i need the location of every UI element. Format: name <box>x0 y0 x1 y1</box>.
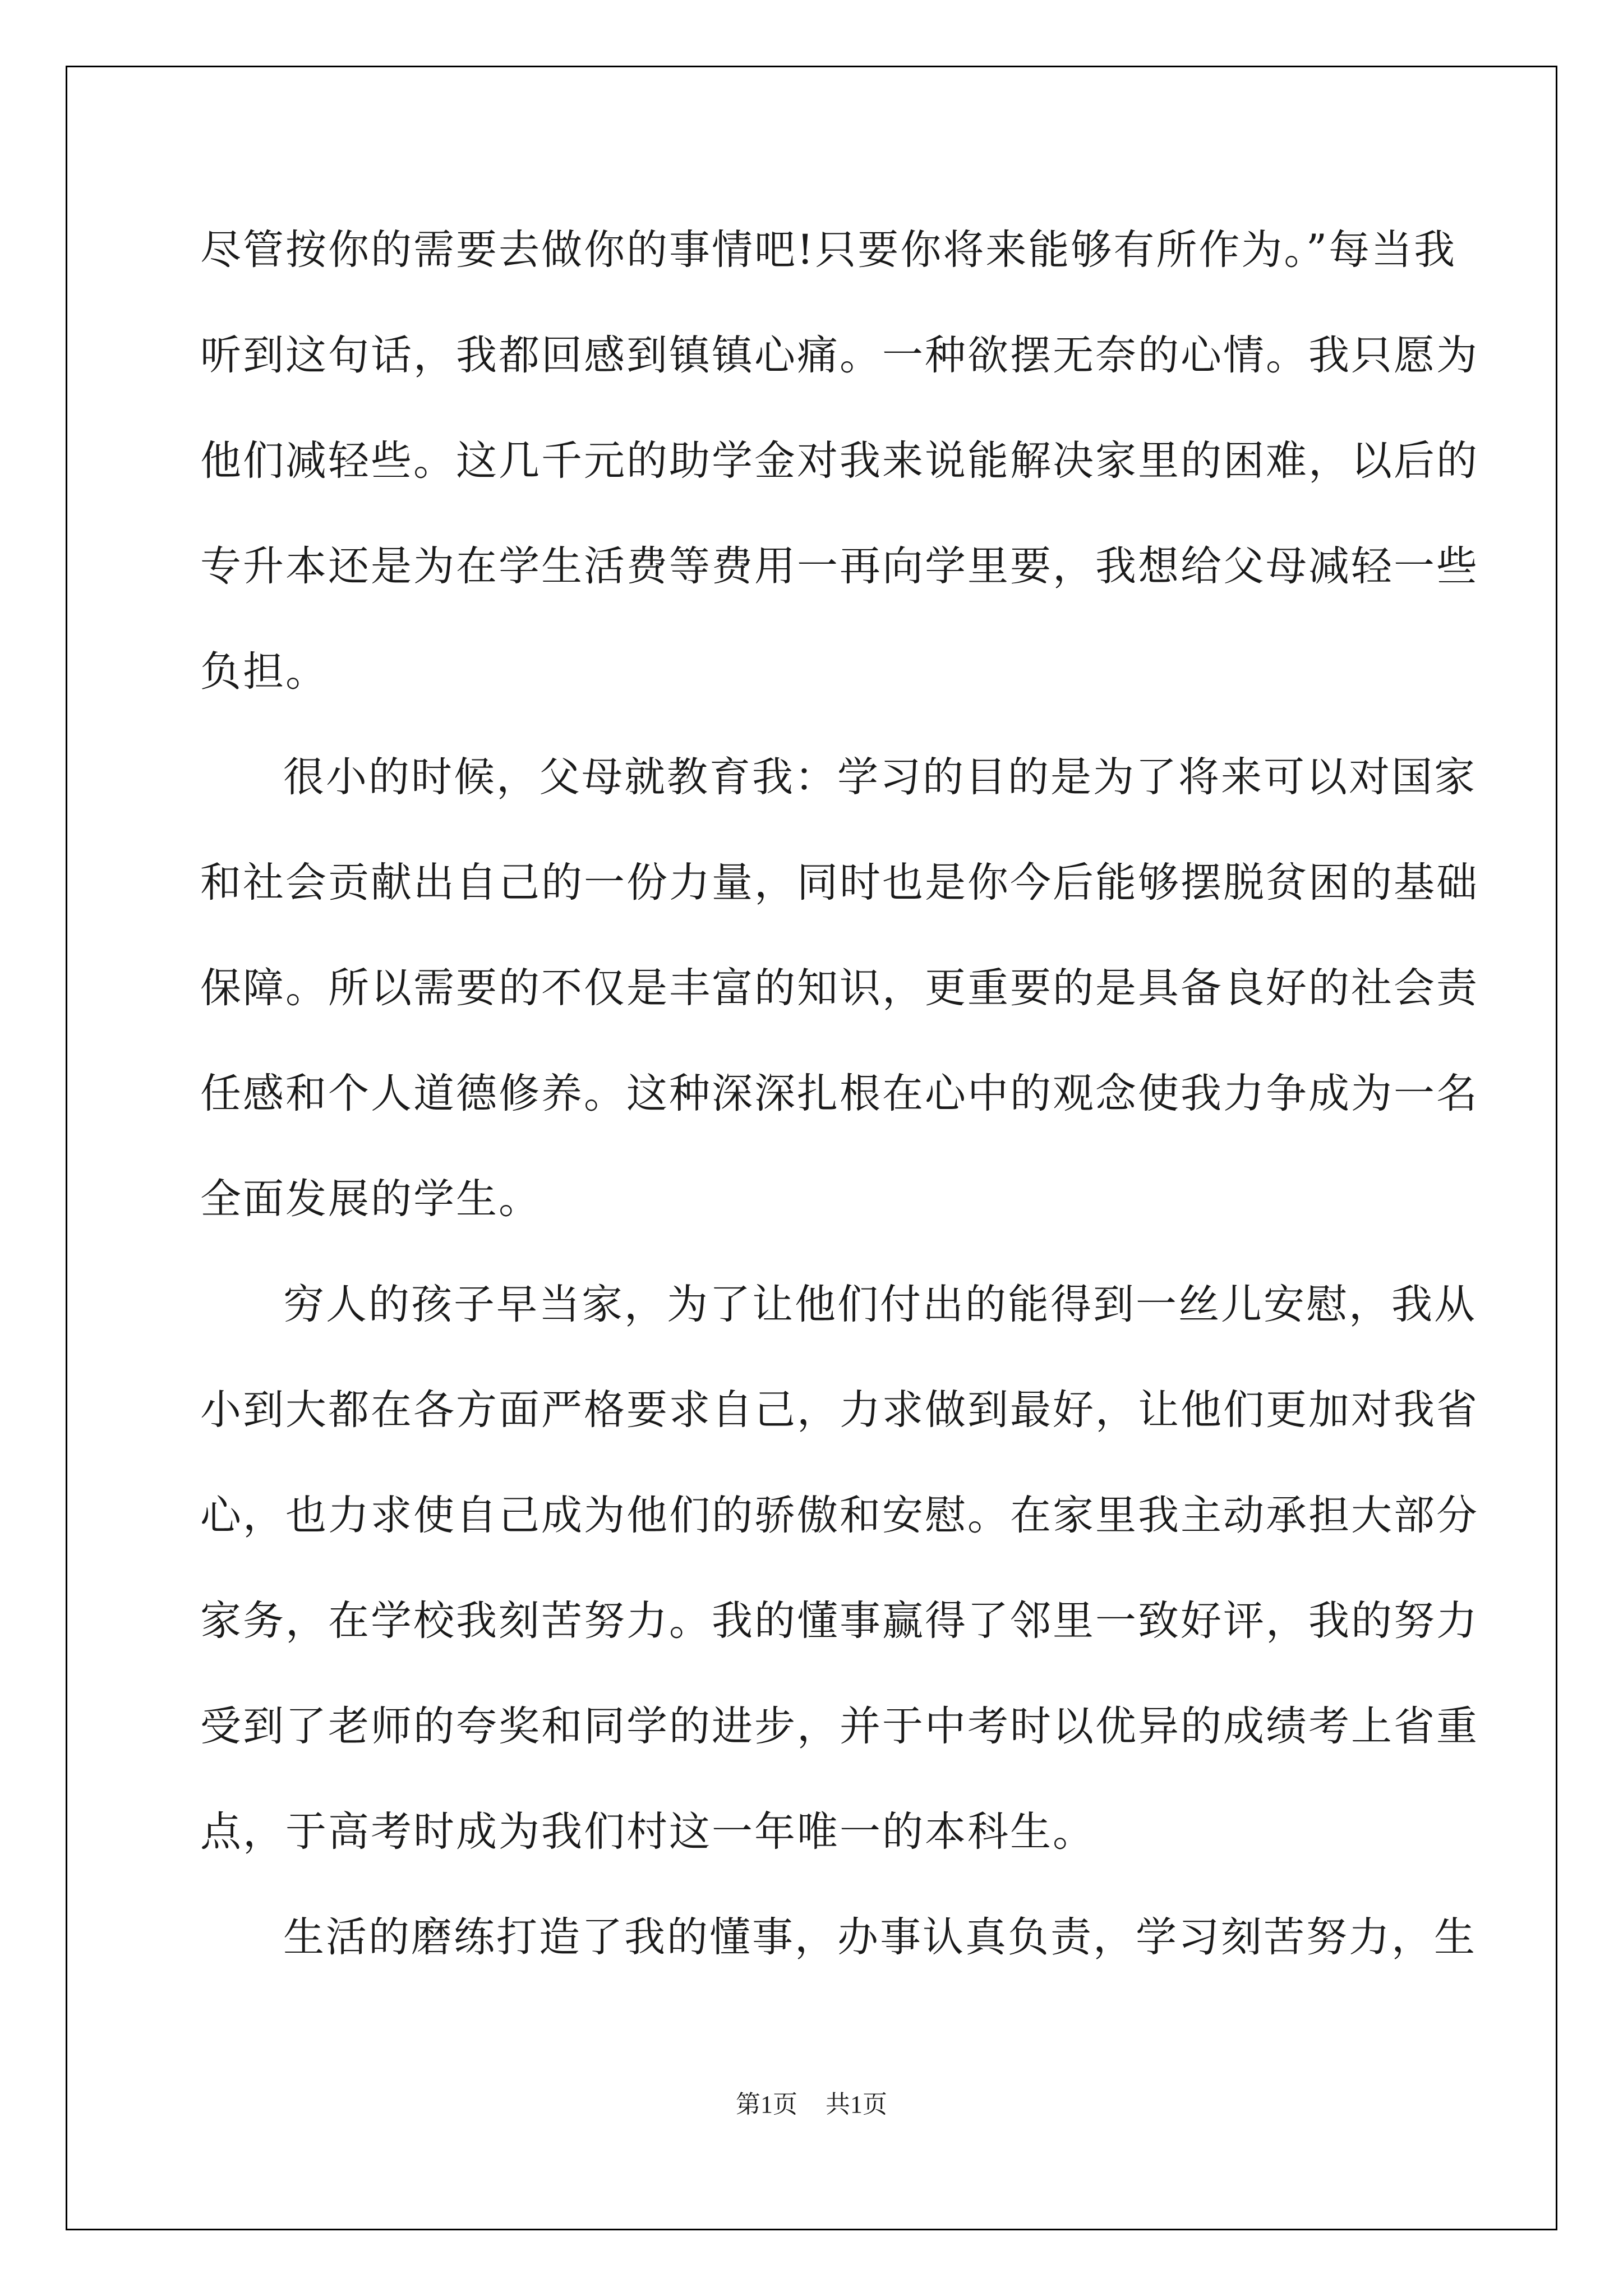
text-line: 心，也力求使自己成为他们的骄傲和安慰。在家里我主动承担大部分 <box>200 1492 1479 1539</box>
text-line: 小到大都在各方面严格要求自己，力求做到最好，让他们更加对我省 <box>200 1386 1479 1434</box>
text-line: 他们减轻些。这几千元的助学金对我来说能解决家里的困难，以后的 <box>200 437 1479 485</box>
text-line: 受到了老师的夸奖和同学的进步，并于中考时以优异的成绩考上省重 <box>200 1703 1479 1750</box>
text-line: 生活的磨练打造了我的懂事，办事认真负责，学习刻苦努力，生 <box>283 1913 1477 1961</box>
text-line: 负担。 <box>200 648 328 696</box>
text-line: 穷人的孩子早当家，为了让他们付出的能得到一丝儿安慰，我从 <box>283 1281 1477 1328</box>
text-line: 和社会贡献出自己的一份力量，同时也是你今后能够摆脱贫困的基础 <box>200 859 1479 907</box>
text-line: 家务，在学校我刻苦努力。我的懂事赢得了邻里一致好评，我的努力 <box>200 1597 1479 1645</box>
text-line: 听到这句话，我都回感到镇镇心痛。一种欲摆无奈的心情。我只愿为 <box>200 332 1479 379</box>
page-border <box>66 66 1557 2230</box>
text-line: 保障。所以需要的不仅是丰富的知识，更重要的是具备良好的社会责 <box>200 964 1479 1012</box>
text-line: 很小的时候，父母就教育我：学习的目的是为了将来可以对国家 <box>283 753 1477 801</box>
page-footer <box>0 2088 1623 2122</box>
text-line: 全面发展的学生。 <box>200 1175 541 1223</box>
page-total: 共1页 <box>826 2091 887 2118</box>
text-line: 专升本还是为在学生活费等费用一再向学里要，我想给父母减轻一些 <box>200 542 1479 590</box>
text-line: 任感和个人道德修养。这种深深扎根在心中的观念使我力争成为一名 <box>200 1070 1479 1117</box>
text-line: 点，于高考时成为我们村这一年唯一的本科生。 <box>200 1808 1095 1856</box>
text-line: 尽管按你的需要去做你的事情吧!只要你将来能够有所作为。”每当我 <box>200 226 1457 274</box>
page-number: 第1页 <box>736 2091 797 2118</box>
